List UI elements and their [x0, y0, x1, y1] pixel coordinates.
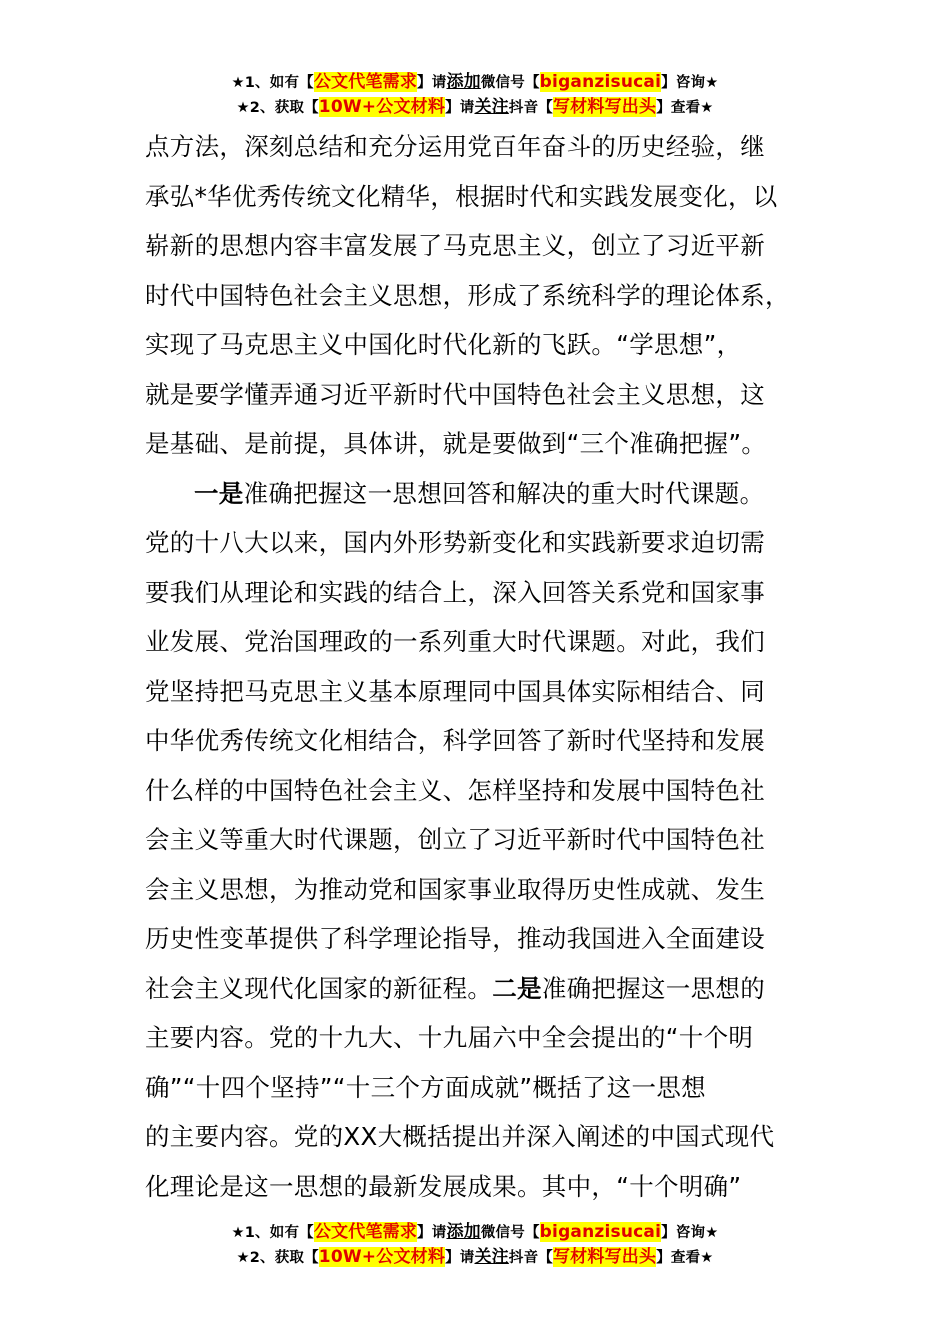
footer-banner: [0, 1220, 950, 1270]
highlight-douyin: 写材料写出头: [552, 1247, 657, 1267]
banner-line-1: ★1、如有【公文代笔需求】请添加微信号【biganzisucai】咨询★: [231, 72, 719, 92]
body-line: 点方法，深刻总结和充分运用党百年奋斗的历史经验，继: [145, 132, 765, 161]
point-one-label: 一是: [194, 478, 244, 508]
highlight-wechat-id: biganzisucai: [539, 72, 662, 92]
body-line: 什么样的中国特色社会主义、怎样坚持和发展中国特色社: [145, 775, 765, 805]
body-line: 历史性变革提供了科学理论指导，推动我国进入全面建设: [145, 924, 765, 953]
star-icon: ★: [236, 100, 250, 116]
highlight-wechat-id: biganzisucai: [539, 1222, 662, 1242]
body-line: 会主义等重大时代课题，创立了习近平新时代中国特色社: [145, 825, 765, 854]
header-banner: [0, 70, 950, 120]
body-line: 就是要学懂弄通习近平新时代中国特色社会主义思想，这: [145, 379, 765, 409]
body-line: 承弘*华优秀传统文化精华，根据时代和实践发展变化，以: [145, 181, 778, 211]
banner-line-2: ★2、获取【10W+公文材料】请关注抖音【写材料写出头】查看★: [236, 97, 714, 117]
highlight-service: 公文代笔需求: [313, 72, 418, 92]
body-line: 会主义思想，为推动党和国家事业取得历史性成就、发生: [145, 874, 765, 904]
body-line: 是基础、是前提，具体讲，就是要做到“三个准确把握”。: [145, 429, 767, 458]
body-line: 党坚持把马克思主义基本原理同中国具体实际相结合、同: [145, 676, 765, 706]
highlight-service: 公文代笔需求: [313, 1222, 418, 1242]
paragraph-start: 一是准确把握这一思想回答和解决的重大时代课题。: [194, 478, 765, 508]
highlight-douyin: 写材料写出头: [552, 97, 657, 117]
body-line: 化理论是这一思想的最新发展成果。其中，“十个明确”: [145, 1171, 742, 1201]
body-line: 中华优秀传统文化相结合，科学回答了新时代坚持和发展: [145, 726, 765, 755]
body-line: 业发展、党治国理政的一系列重大时代课题。对此，我们: [145, 627, 765, 656]
body-line: 时代中国特色社会主义思想，形成了系统科学的理论体系，: [145, 280, 790, 310]
body-line: 实现了马克思主义中国化时代化新的飞跃。“学思想”，: [145, 330, 742, 359]
banner-line-2: ★2、获取【10W+公文材料】请关注抖音【写材料写出头】查看★: [236, 1247, 714, 1267]
document-body: [145, 122, 810, 1211]
point-two-label: 二是: [492, 973, 542, 1003]
body-line: 要我们从理论和实践的结合上，深入回答关系党和国家事: [145, 577, 765, 607]
body-line: 主要内容。党的十九大、十九届六中全会提出的“十个明: [145, 1023, 754, 1052]
highlight-materials: 10W+公文材料: [318, 97, 446, 117]
banner-line-1: ★1、如有【公文代笔需求】请添加微信号【biganzisucai】咨询★: [231, 1222, 719, 1242]
body-line: 社会主义现代化国家的新征程。二是准确把握这一思想的: [145, 973, 766, 1003]
body-line: 党的十八大以来，国内外形势新变化和实践新要求迫切需: [145, 528, 765, 557]
body-line: 确”“十四个坚持”“十三个方面成就”概括了这一思想: [145, 1072, 706, 1102]
star-icon: ★: [231, 1225, 245, 1241]
body-line: 崭新的思想内容丰富发展了马克思主义，创立了习近平新: [145, 231, 765, 260]
star-icon: ★: [231, 75, 245, 91]
star-icon: ★: [236, 1250, 250, 1266]
highlight-materials: 10W+公文材料: [318, 1247, 446, 1267]
body-line: 的主要内容。党的XX大概括提出并深入阐述的中国式现代: [145, 1122, 775, 1151]
